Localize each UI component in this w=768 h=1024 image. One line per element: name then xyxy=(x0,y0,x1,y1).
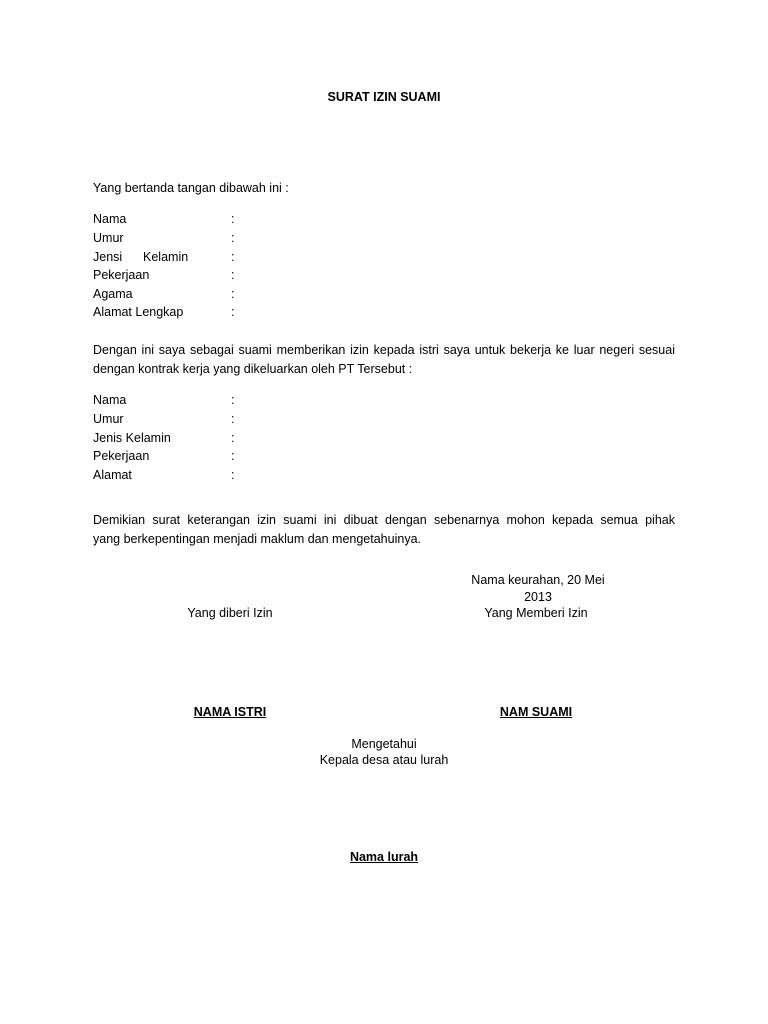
field-label-jenis-kelamin: Jensi Kelamin xyxy=(93,250,189,264)
field-colon: : xyxy=(231,287,235,301)
paragraph-line: Demikian surat keterangan izin suami ini dibuat dengan sebenarnya mohon kepada semua pihak xyxy=(93,513,675,527)
field-colon: : xyxy=(231,449,235,463)
field-colon: : xyxy=(231,393,235,407)
field-colon: : xyxy=(231,468,235,482)
acknowledge-role: Kepala desa atau lurah xyxy=(319,753,449,767)
left-signer-name: NAMA ISTRI xyxy=(193,705,267,719)
field-colon: : xyxy=(231,268,235,282)
field-colon: : xyxy=(231,305,235,319)
acknowledge-name: Nama lurah xyxy=(349,850,419,864)
paragraph-line: dengan kontrak kerja yang dikeluarkan oleh PT Tersebut : xyxy=(93,361,413,376)
field-colon: : xyxy=(231,412,235,426)
field-label-nama: Nama xyxy=(93,393,127,407)
field-label-agama: Agama xyxy=(93,287,133,301)
closing-paragraph xyxy=(93,511,675,548)
date-year: 2013 xyxy=(524,590,552,604)
permission-paragraph xyxy=(93,341,675,378)
field-label-jenis-kelamin: Jenis Kelamin xyxy=(93,431,171,445)
field-label-umur: Umur xyxy=(93,412,124,426)
field-label-alamat-lengkap: Alamat Lengkap xyxy=(93,305,184,319)
left-signer-label: Yang diberi Izin xyxy=(187,606,273,620)
field-colon: : xyxy=(231,231,235,245)
field-label-pekerjaan: Pekerjaan xyxy=(93,449,150,463)
intro-text: Yang bertanda tangan dibawah ini : xyxy=(93,181,289,195)
field-colon: : xyxy=(231,250,235,264)
field-label-alamat: Alamat xyxy=(93,468,132,482)
field-label-pekerjaan: Pekerjaan xyxy=(93,268,150,282)
place-date-line: Nama keurahan, 20 Mei xyxy=(471,573,605,587)
acknowledge-heading: Mengetahui xyxy=(351,737,417,751)
paragraph-line: Dengan ini saya sebagai suami memberikan izin kepada istri saya untuk bekerja ke luar negeri sesuai xyxy=(93,343,675,357)
right-signer-label: Yang Memberi Izin xyxy=(484,606,588,620)
paragraph-line: yang berkepentingan menjadi maklum dan mengetahuinya. xyxy=(93,531,421,546)
right-signer-name: NAM SUAMI xyxy=(499,705,573,719)
field-label-nama: Nama xyxy=(93,212,127,226)
field-colon: : xyxy=(231,212,235,226)
field-label-umur: Umur xyxy=(93,231,124,245)
field-colon: : xyxy=(231,431,235,445)
document-title: SURAT IZIN SUAMI xyxy=(327,90,441,104)
